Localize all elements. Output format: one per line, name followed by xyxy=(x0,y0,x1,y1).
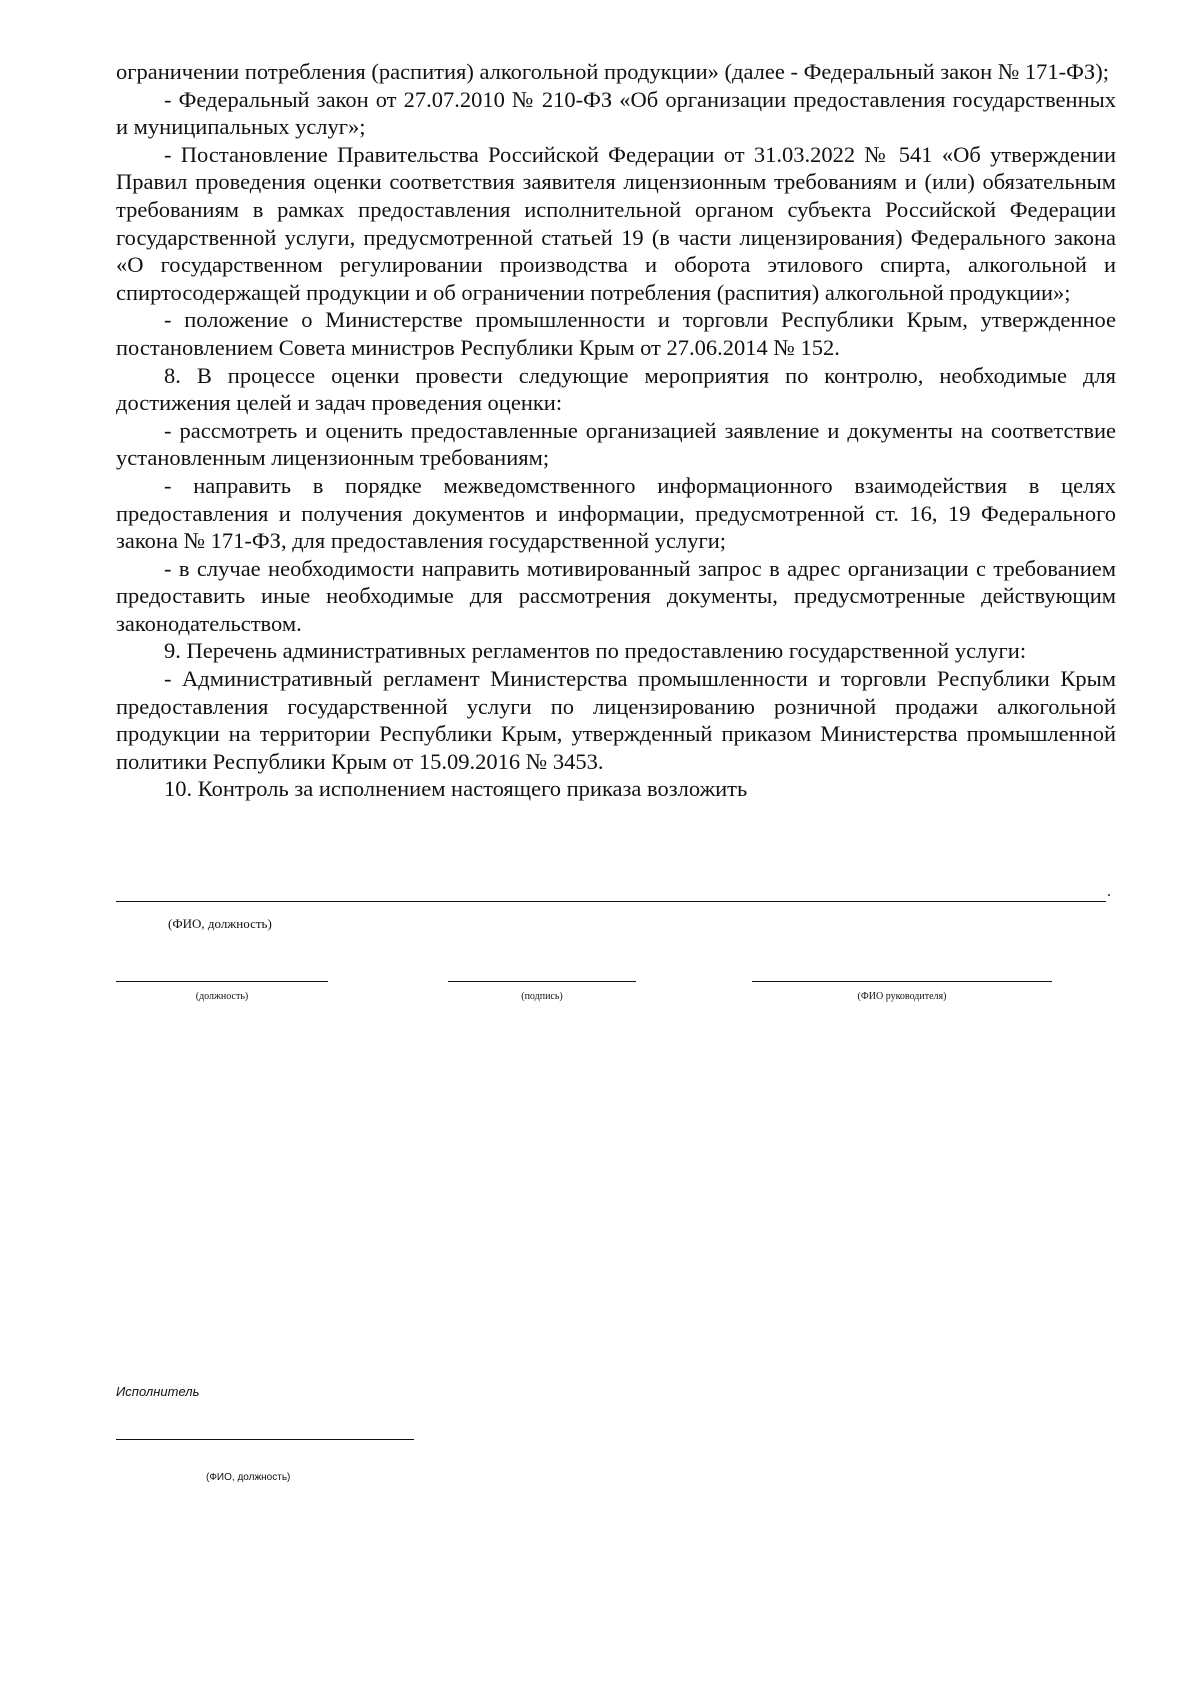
executor-caption: (ФИО, должность) xyxy=(206,1472,291,1483)
signature-line xyxy=(448,981,636,982)
signature-caption: (подпись) xyxy=(521,991,563,1002)
head-name-caption: (ФИО руководителя) xyxy=(857,991,947,1002)
paragraph-ministry-regulation: - положение о Министерстве промышленности и торговли Республики Крым, утвержденное постановлением Совета министров Республики Крым от 27.06.2014 № 152. xyxy=(116,307,1116,360)
position-caption: (должность) xyxy=(195,991,249,1002)
executor-label: Исполнитель xyxy=(116,1384,200,1399)
paragraph-item-8-review: - рассмотреть и оценить предоставленные организацией заявление и документы на соответствие установленным лицензионным требованиям; xyxy=(116,417,1116,471)
document-body xyxy=(116,58,1116,803)
paragraph-law-171-end: ограничении потребления (распития) алкогольной продукции» (далее - Федеральный закон № 171-ФЗ); xyxy=(116,59,1109,84)
paragraph-item-8-interagency: - направить в порядке межведомственного информационного взаимодействия в целях предоставления и получения документов и информации, предусмотренной ст. 16, 19 Федерального закона № 171-ФЗ, для предоставления государственной услуги; xyxy=(116,472,1116,554)
paragraph-resolution-541: - Постановление Правительства Российской Федерации от 31.03.2022 № 541 «Об утверждении Правил проведения оценки соответствия заявителя лицензионным требованиям и (или) обязательным требованиям в рамках предоставления исполнительной органом субъекта Российской Федерации государственной услуги, предусмотренной статьей 19 (в части лицензирования) Федерального закона «О государственном регулировании производства и оборота этилового спирта, алкогольной и спиртосодержащей продукции и об ограничении потребления (распития) алкогольной продукции»; xyxy=(116,141,1116,305)
paragraph-item-8: 8. В процессе оценки провести следующие мероприятия по контролю, необходимые для достижения целей и задач проведения оценки: xyxy=(116,362,1116,416)
paragraph-law-210: - Федеральный закон от 27.07.2010 № 210-ФЗ «Об организации предоставления государственных и муниципальных услуг»; xyxy=(116,86,1116,140)
paragraph-item-8-request: - в случае необходимости направить мотивированный запрос в адрес организации с требованием предоставить иные необходимые для рассмотрения документы, предусмотренные действующим законодательством. xyxy=(116,555,1116,636)
head-name-line xyxy=(752,981,1052,982)
paragraph-item-10: 10. Контроль за исполнением настоящего приказа возложить xyxy=(164,776,748,802)
responsible-person-line xyxy=(116,901,1106,902)
paragraph-item-9: 9. Перечень административных регламентов по предоставлению государственной услуги: xyxy=(164,638,1027,664)
executor-line xyxy=(116,1439,414,1440)
paragraph-item-9-regulation: - Административный регламент Министерства промышленности и торговли Республики Крым предоставления государственной услуги по лицензированию розничной продажи алкогольной продукции на территории Республики Крым, утвержденный приказом Министерства промышленной политики Республики Крым от 15.09.2016 № 3453. xyxy=(116,666,1116,774)
position-line xyxy=(116,981,328,982)
responsible-line-end-dot: . xyxy=(1107,883,1111,900)
responsible-person-caption: (ФИО, должность) xyxy=(168,916,272,931)
